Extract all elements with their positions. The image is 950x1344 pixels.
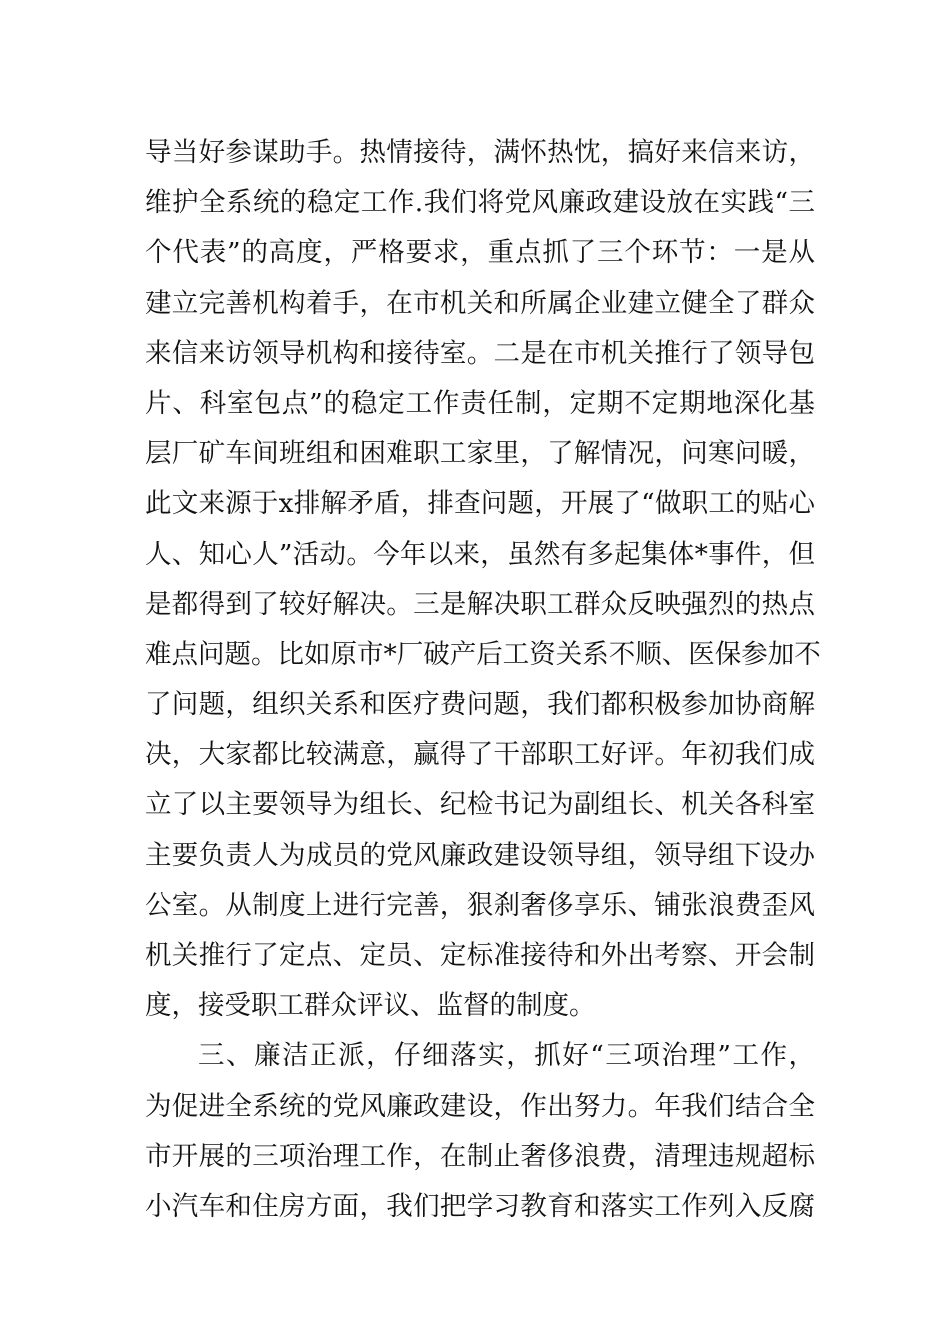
- text-line: 为促进全系统的党风廉政建设，作出努力。年我们结合全: [145, 1090, 815, 1122]
- text-line: 导当好参谋助手。热情接待，满怀热忱，搞好来信来访，: [145, 137, 815, 168]
- text-line: 小汽车和住房方面，我们把学习教育和落实工作列入反腐: [145, 1190, 815, 1222]
- text-line: 主要负责人为成员的党风廉政建设领导组，领导组下设办: [145, 839, 815, 871]
- text-line: 难点问题。比如原市*厂破产后工资关系不顺、医保参加不: [145, 638, 821, 670]
- text-line: 公室。从制度上进行完善，狠刹奢侈享乐、铺张浪费歪风: [145, 889, 815, 921]
- text-line: 建立完善机构着手，在市机关和所属企业建立健全了群众: [145, 287, 815, 319]
- text-line: 来信来访领导机构和接待室。二是在市机关推行了领导包: [145, 337, 815, 369]
- text-line: 市开展的三项治理工作，在制止奢侈浪费，清理违规超标: [145, 1140, 815, 1172]
- text-line: 此文来源于x排解矛盾，排查问题，开展了“做职工的贴心: [145, 488, 815, 520]
- body-text: [145, 128, 821, 1232]
- text-line: 决，大家都比较满意，赢得了干部职工好评。年初我们成: [145, 739, 815, 771]
- text-line: 立了以主要领导为组长、纪检书记为副组长、机关各科室: [145, 789, 815, 821]
- text-line: 片、科室包点”的稳定工作责任制，定期不定期地深化基: [145, 387, 815, 419]
- text-line: 了问题，组织关系和医疗费问题，我们都积极参加协商解: [145, 689, 815, 721]
- text-line: 机关推行了定点、定员、定标准接待和外出考察、开会制: [145, 940, 815, 971]
- text-line: 人、知心人”活动。今年以来，虽然有多起集体*事件，但: [145, 538, 815, 570]
- text-line: 度，接受职工群众评议、监督的制度。: [145, 990, 596, 1022]
- text-line: 维护全系统的稳定工作.我们将党风廉政建设放在实践“三: [145, 187, 815, 219]
- text-line: 层厂矿车间班组和困难职工家里，了解情况，问寒问暖，: [145, 438, 815, 470]
- text-line: 个代表”的高度，严格要求，重点抓了三个环节：一是从: [145, 237, 815, 269]
- section-heading-line: 三、廉洁正派，仔细落实，抓好“三项治理”工作，: [198, 1040, 815, 1072]
- text-line: 是都得到了较好解决。三是解决职工群众反映强烈的热点: [145, 588, 815, 620]
